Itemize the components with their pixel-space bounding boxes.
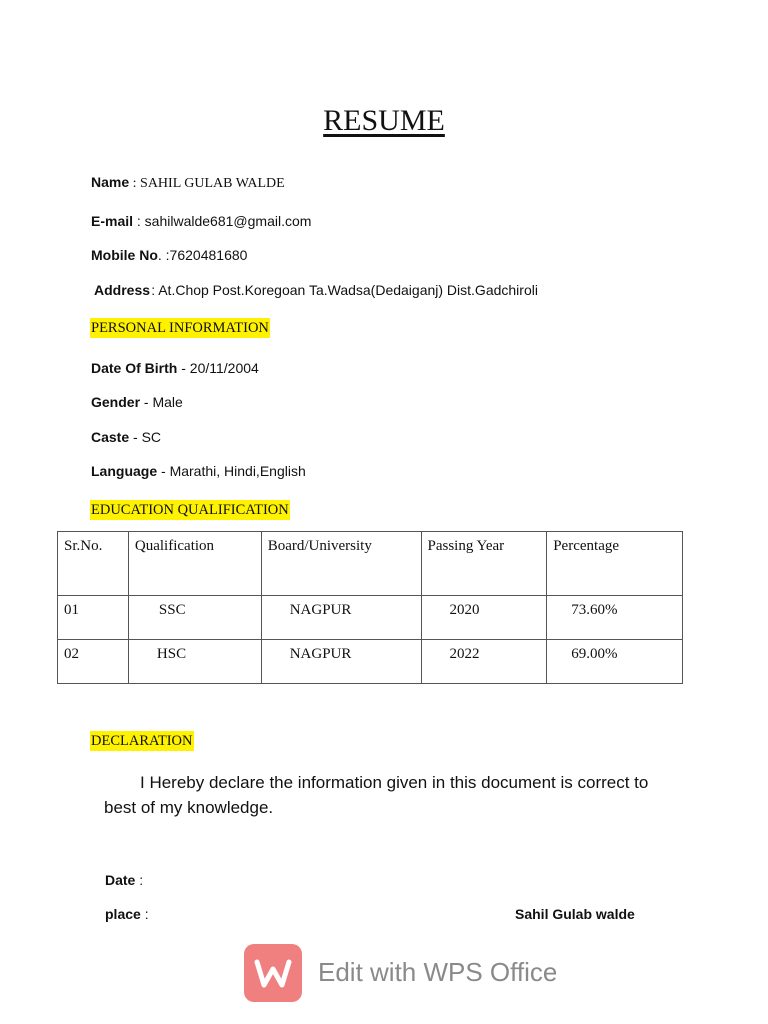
personal-info-heading: PERSONAL INFORMATION (91, 320, 269, 336)
table-cell: 02 (58, 640, 129, 684)
column-header: Board/University (261, 532, 421, 596)
table-cell: HSC (128, 640, 261, 684)
place-line (105, 906, 149, 922)
table-cell: 69.00% (547, 640, 683, 684)
mobile-label: Mobile No (91, 247, 158, 263)
place-label: place (105, 906, 141, 922)
email-line (91, 213, 311, 229)
address-line (94, 282, 538, 298)
name-value: : SAHIL GULAB WALDE (129, 176, 285, 191)
dob-label: Date Of Birth (91, 360, 178, 376)
table-cell: NAGPUR (261, 596, 421, 640)
gender-value: - Male (140, 394, 183, 410)
table-row (58, 640, 683, 684)
education-heading: EDUCATION QUALIFICATION (91, 502, 289, 518)
table-cell: 01 (58, 596, 129, 640)
table-cell: NAGPUR (261, 640, 421, 684)
column-header: Sr.No. (58, 532, 129, 596)
date-label: Date (105, 872, 136, 888)
caste-label: Caste (91, 429, 130, 445)
email-label: E-mail (91, 213, 134, 229)
place-separator: : (140, 906, 149, 922)
gender-label: Gender (91, 394, 141, 410)
dob-value: - 20/11/2004 (177, 360, 259, 376)
table-cell: SSC (128, 596, 261, 640)
table-cell: 2022 (421, 640, 547, 684)
gender-line (91, 394, 183, 410)
caste-line (91, 429, 161, 445)
language-label: Language (91, 463, 158, 479)
table-cell: 73.60% (547, 596, 683, 640)
mobile-line (91, 247, 247, 263)
education-table (57, 531, 683, 684)
column-header: Percentage (547, 532, 683, 596)
declaration-heading: DECLARATION (91, 733, 193, 749)
address-label: Address (94, 282, 151, 298)
wps-w-icon (244, 944, 302, 1002)
column-header: Passing Year (421, 532, 547, 596)
name-line (91, 174, 285, 192)
caste-value: - SC (129, 429, 162, 445)
table-row (58, 596, 683, 640)
language-line (91, 463, 306, 479)
page-title: RESUME (323, 104, 445, 137)
language-value: - Marathi, Hindi,English (157, 463, 306, 479)
dob-line (91, 360, 259, 376)
date-line (105, 872, 143, 888)
date-separator: : (135, 872, 144, 888)
mobile-value: . :7620481680 (157, 247, 248, 263)
email-value: : sahilwalde681@gmail.com (133, 213, 312, 229)
table-cell: 2020 (421, 596, 547, 640)
wps-logo-icon[interactable] (244, 944, 302, 1002)
name-label: Name (91, 174, 130, 190)
column-header: Qualification (128, 532, 261, 596)
signature-name: Sahil Gulab walde (515, 906, 635, 922)
table-header-row (58, 532, 683, 596)
declaration-text: I Hereby declare the information given in this document is correct to best of my knowledge. (104, 773, 649, 817)
edit-with-wps-link[interactable]: Edit with WPS Office (318, 957, 558, 987)
address-value: : At.Chop Post.Koregoan Ta.Wadsa(Dedaiganj) Dist.Gadchiroli (151, 282, 538, 298)
